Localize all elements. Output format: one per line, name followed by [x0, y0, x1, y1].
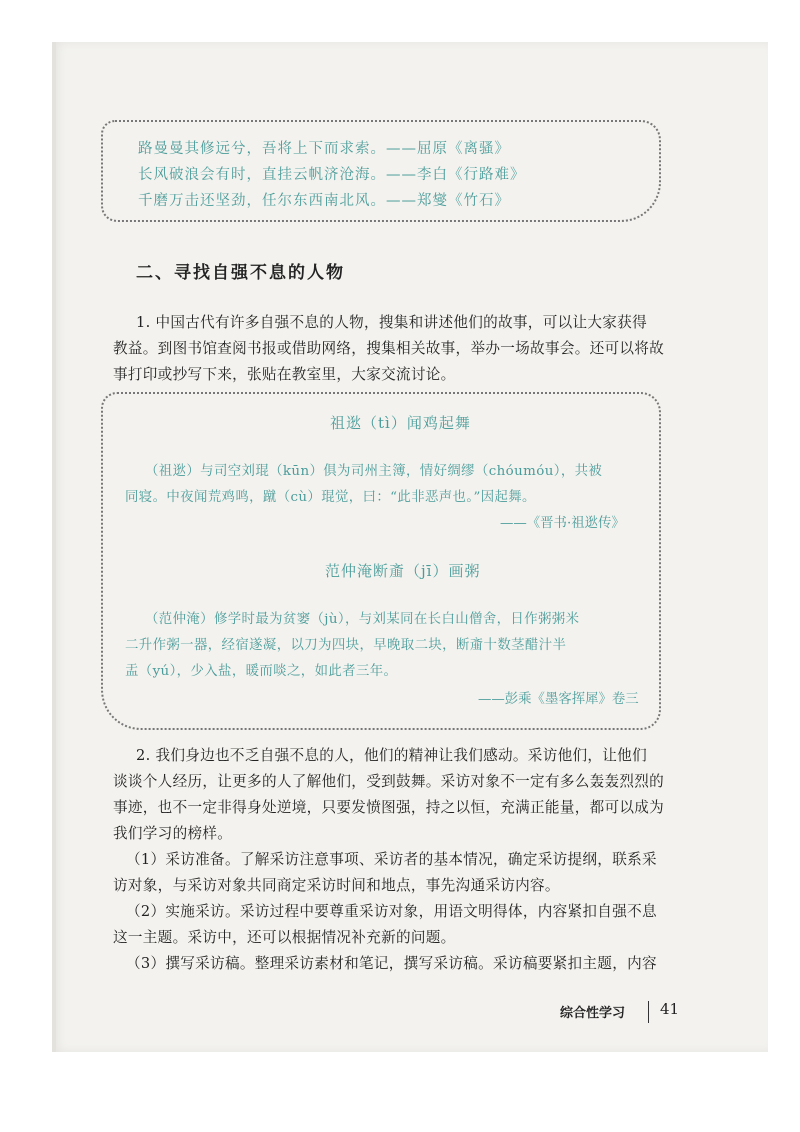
paragraph-line: 事迹，也不一定非得身处逆境，只要发愤图强，持之以恒，充满正能量，都可以成为 — [113, 799, 665, 816]
story-line: （祖逖）与司空刘琨（kūn）俱为司州主簿，情好绸缪（chóumóu），共被 — [145, 464, 603, 479]
quote-line: 路曼曼其修远兮，吾将上下而求索。——屈原《离骚》 — [138, 141, 510, 157]
step-line: 访对象，与采访对象共同商定采访时间和地点，事先沟通采访内容。 — [113, 877, 560, 894]
paragraph-line: 谈谈个人经历，让更多的人了解他们，受到鼓舞。采访对象不一定有多么轰轰烈烈的 — [113, 773, 665, 790]
quote-line: 千磨万击还坚劲，任尔东西南北风。——郑燮《竹石》 — [138, 193, 510, 209]
step-line: （1）采访准备。了解采访注意事项、采访者的基本情况，确定采访提纲，联系采 — [126, 851, 657, 868]
story-line: 盂（yú），少入盐，暖而啖之，如此者三年。 — [125, 664, 398, 679]
story-line: 二升作粥一器，经宿遂凝，以刀为四块，早晚取二块，断齑十数茎醋汁半 — [125, 638, 567, 653]
story-line: 同寝。中夜闻荒鸡鸣，蹴（cù）琨觉，曰：“此非恶声也。”因起舞。 — [125, 490, 536, 505]
section-title: 二、寻找自强不息的人物 — [136, 263, 345, 283]
footer-divider — [648, 1001, 649, 1023]
paragraph-line: 2. 我们身边也不乏自强不息的人，他们的精神让我们感动。采访他们，让他们 — [136, 747, 647, 764]
story-source: ——彭乘《墨客挥犀》卷三 — [478, 692, 639, 707]
paragraph-line: 事打印或抄写下来，张贴在教室里，大家交流讨论。 — [113, 366, 456, 383]
step-line: （3）撰写采访稿。整理采访素材和笔记，撰写采访稿。采访稿要紧扣主题，内容 — [126, 955, 657, 972]
page-binding-edge — [52, 42, 56, 1052]
quote-line: 长风破浪会有时，直挂云帆济沧海。——李白《行路难》 — [138, 167, 526, 183]
paragraph-line: 1. 中国古代有许多自强不息的人物，搜集和讲述他们的故事，可以让大家获得 — [136, 314, 647, 331]
story-line: （范仲淹）修学时最为贫窭（jù），与刘某同在长白山僧舍，日作粥粥米 — [145, 612, 580, 627]
step-line: （2）实施采访。采访过程中要尊重采访对象，用语文明得体，内容紧扣自强不息 — [126, 903, 657, 920]
paragraph-line: 我们学习的榜样。 — [113, 825, 233, 842]
step-line: 这一主题。采访中，还可以根据情况补充新的问题。 — [113, 929, 456, 946]
paragraph-line: 教益。到图书馆查阅书报或借助网络，搜集相关故事，举办一场故事会。还可以将故 — [113, 340, 665, 357]
footer-section-label: 综合性学习 — [560, 1006, 626, 1021]
story-title: 范仲淹断齑（jī）画粥 — [325, 562, 481, 580]
page-number: 41 — [660, 1000, 680, 1018]
story-title: 祖逖（tì）闻鸡起舞 — [330, 414, 471, 432]
story-source: ——《晋书·祖逖传》 — [500, 516, 625, 531]
